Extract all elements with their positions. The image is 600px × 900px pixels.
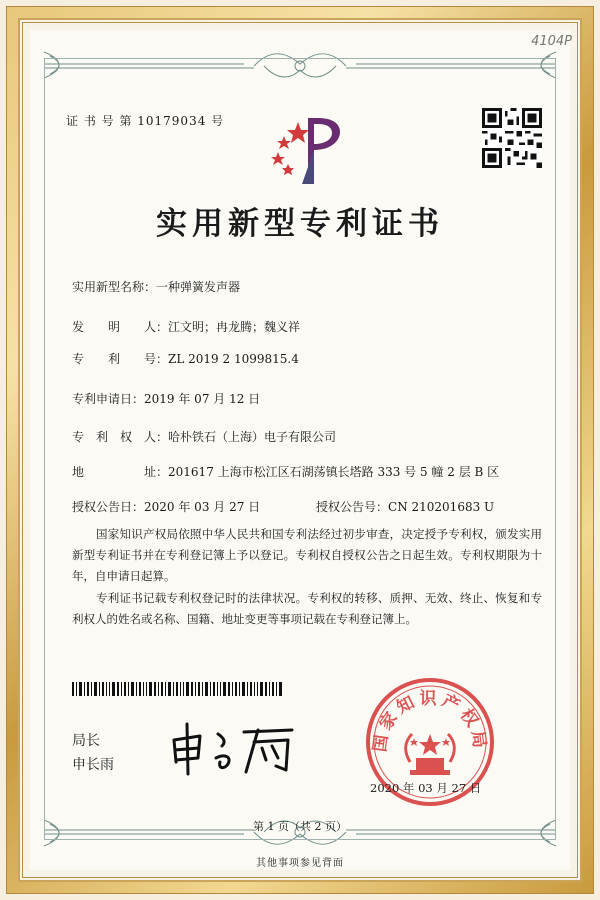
- field-value: 2019 年 07 月 12 日: [144, 392, 261, 406]
- field-label: 专利申请日：: [72, 392, 145, 406]
- director-signature-icon: [166, 718, 306, 780]
- field-value: 哈朴铁石（上海）电子有限公司: [168, 430, 337, 444]
- field-label: 实用新型名称：: [72, 280, 157, 294]
- page-number: 第 1 页（共 2 页）: [253, 820, 347, 833]
- footer-note: 其他事项参见背面: [256, 858, 344, 869]
- field-label: 专 利 号：: [72, 352, 169, 366]
- field-address: [72, 463, 499, 480]
- certificate-number: 证 书 号 第 10179034 号: [66, 114, 225, 128]
- field-value: CN 210201683 U: [388, 500, 495, 514]
- body-paragraph: 专利证书记载专利权登记时的法律状况。专利权的转移、质押、无效、终止、恢复和专利权人的姓名或名称、国籍、地址变更等事项记载在专利登记簿上。: [72, 591, 542, 626]
- seal-date: 2020 年 03 月 27 日: [370, 781, 482, 795]
- field-label: 专 利 权 人：: [72, 430, 169, 444]
- director-title: 局长: [72, 733, 100, 749]
- field-grant-date: [72, 498, 260, 515]
- field-application-date: [72, 390, 260, 407]
- handwritten-note: 4104P: [531, 34, 572, 49]
- certificate-title: 实用新型专利证书: [156, 206, 444, 242]
- director-name: 申长雨: [72, 757, 114, 773]
- field-inventors: [72, 318, 300, 335]
- qr-code-icon: [482, 108, 542, 168]
- field-grant-number: [316, 498, 494, 515]
- field-label: 授权公告日：: [72, 500, 145, 514]
- field-label: 授权公告号：: [316, 500, 389, 514]
- field-value: 2020 年 03 月 27 日: [144, 500, 261, 514]
- field-value: 一种弹簧发声器: [156, 280, 241, 294]
- field-patent-number: [72, 350, 299, 367]
- field-utility-name: [72, 278, 240, 295]
- field-value: ZL 2019 2 1099815.4: [168, 352, 299, 366]
- field-patentee: [72, 428, 336, 445]
- field-value: 江文明；冉龙腾；魏义祥: [168, 320, 301, 334]
- patent-office-emblem-icon: [258, 110, 348, 190]
- field-value: 201617 上海市松江区石湖荡镇长塔路 333 号 5 幢 2 层 B 区: [168, 465, 500, 479]
- field-label: 地 址：: [72, 465, 169, 479]
- barcode-icon: [72, 682, 282, 696]
- field-label: 发 明 人：: [72, 320, 169, 334]
- seal-text: 国家知识产权局: [370, 689, 490, 754]
- body-paragraph: 国家知识产权局依照中华人民共和国专利法经过初步审查，决定授予专利权，颁发实用新型专利证书并在专利登记簿上予以登记。专利权自授权公告之日起生效。专利权期限为十年，自申请日起算。: [72, 527, 542, 583]
